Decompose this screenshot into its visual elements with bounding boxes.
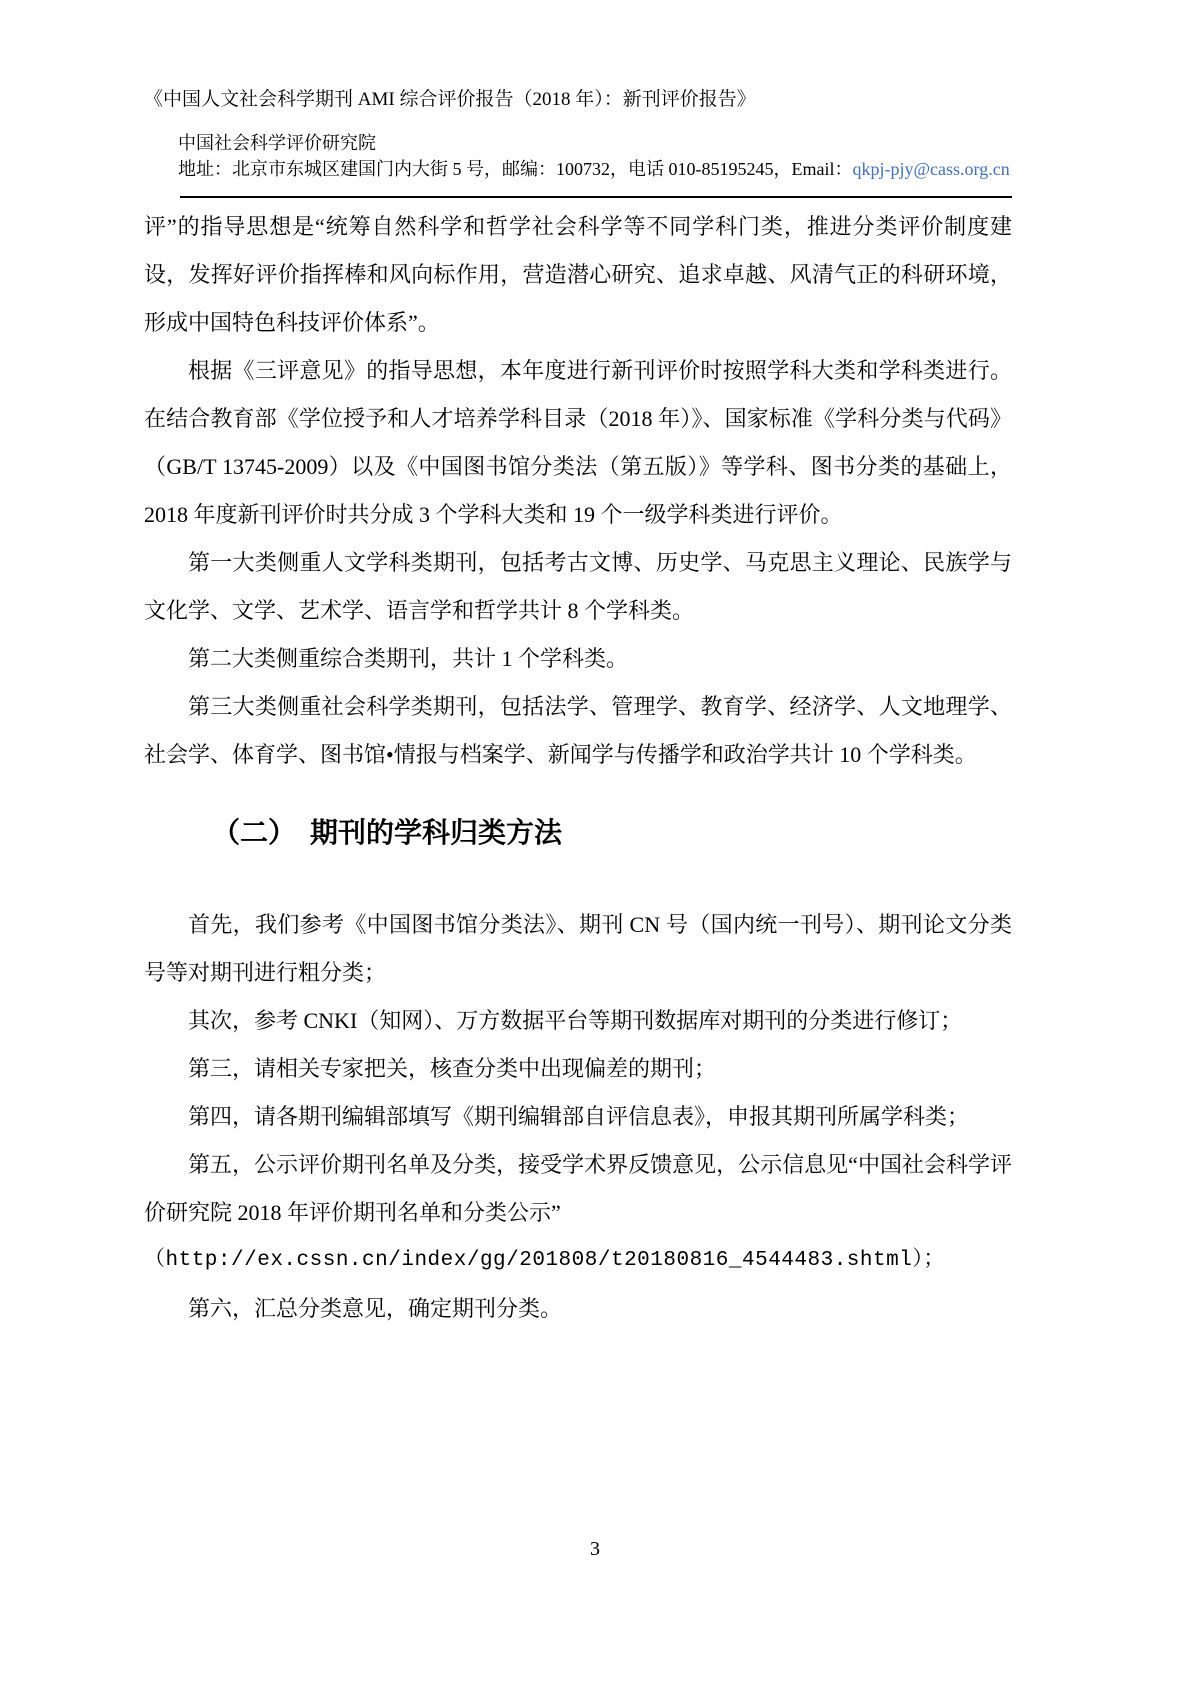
body-paragraph: 第四，请各期刊编辑部填写《期刊编辑部自评信息表》，申报其期刊所属学科类； xyxy=(188,1104,970,1129)
header-contact-line xyxy=(178,155,1010,181)
page-body xyxy=(144,203,1012,1333)
body-paragraph: 第六，汇总分类意见，确定期刊分类。 xyxy=(188,1296,563,1321)
body-paragraph: 第二大类侧重综合类期刊，共计 1 个学科类。 xyxy=(188,646,629,671)
header-contact-text: 地址：北京市东城区建国门内大街 5 号，邮编：100732，电话 010-85195245，Email： xyxy=(178,159,853,179)
body-paragraph-url: （http://ex.cssn.cn/index/gg/201808/t20180816_4544483.shtml）； xyxy=(144,1249,945,1272)
section-heading: （二） 期刊的学科归类方法 xyxy=(212,817,563,848)
body-paragraph: 第三，请相关专家把关，核查分类中出现偏差的期刊； xyxy=(188,1056,717,1081)
header-institution: 中国社会科学评价研究院 xyxy=(178,133,376,153)
body-paragraph: 根据《三评意见》的指导思想，本年度进行新刊评价时按照学科大类和学科类进行。在结合教育部《学位授予和人才培养学科目录（2018 年）》、国家标准《学科分类与代码》（GB/T 13745-2009）以及《中国图书馆分类法（第五版）》等学科、图书分类的基础上，2018 年度新刊评价时共分成 3 个学科大类和 19 个一级学科类进行评价。 xyxy=(144,358,1012,527)
header-report-title: 《中国人文社会科学期刊 AMI 综合评价报告（2018 年）：新刊评价报告》 xyxy=(144,89,756,110)
body-paragraph: 其次，参考 CNKI（知网）、万方数据平台等期刊数据库对期刊的分类进行修订； xyxy=(188,1008,963,1033)
body-paragraph: 第五，公示评价期刊名单及分类，接受学术界反馈意见，公示信息见“中国社会科学评价研究院 2018 年评价期刊名单和分类公示” xyxy=(144,1152,1012,1225)
body-paragraph: 首先，我们参考《中国图书馆分类法》、期刊 CN 号（国内统一刊号）、期刊论文分类号等对期刊进行粗分类； xyxy=(144,912,1012,985)
body-paragraph: 评”的指导思想是“统筹自然科学和哲学社会科学等不同学科门类，推进分类评价制度建设，发挥好评价指挥棒和风向标作用，营造潜心研究、追求卓越、风清气正的科研环境，形成中国特色科技评价体系”。 xyxy=(144,214,1012,335)
email-link[interactable]: qkpj-pjy@cass.org.cn xyxy=(852,159,1010,179)
header-divider xyxy=(180,196,1012,198)
page-number: 3 xyxy=(590,1538,600,1560)
body-paragraph: 第三大类侧重社会科学类期刊，包括法学、管理学、教育学、经济学、人文地理学、社会学、体育学、图书馆•情报与档案学、新闻学与传播学和政治学共计 10 个学科类。 xyxy=(144,694,1012,767)
body-paragraph: 第一大类侧重人文学科类期刊，包括考古文博、历史学、马克思主义理论、民族学与文化学、文学、艺术学、语言学和哲学共计 8 个学科类。 xyxy=(144,550,1012,623)
